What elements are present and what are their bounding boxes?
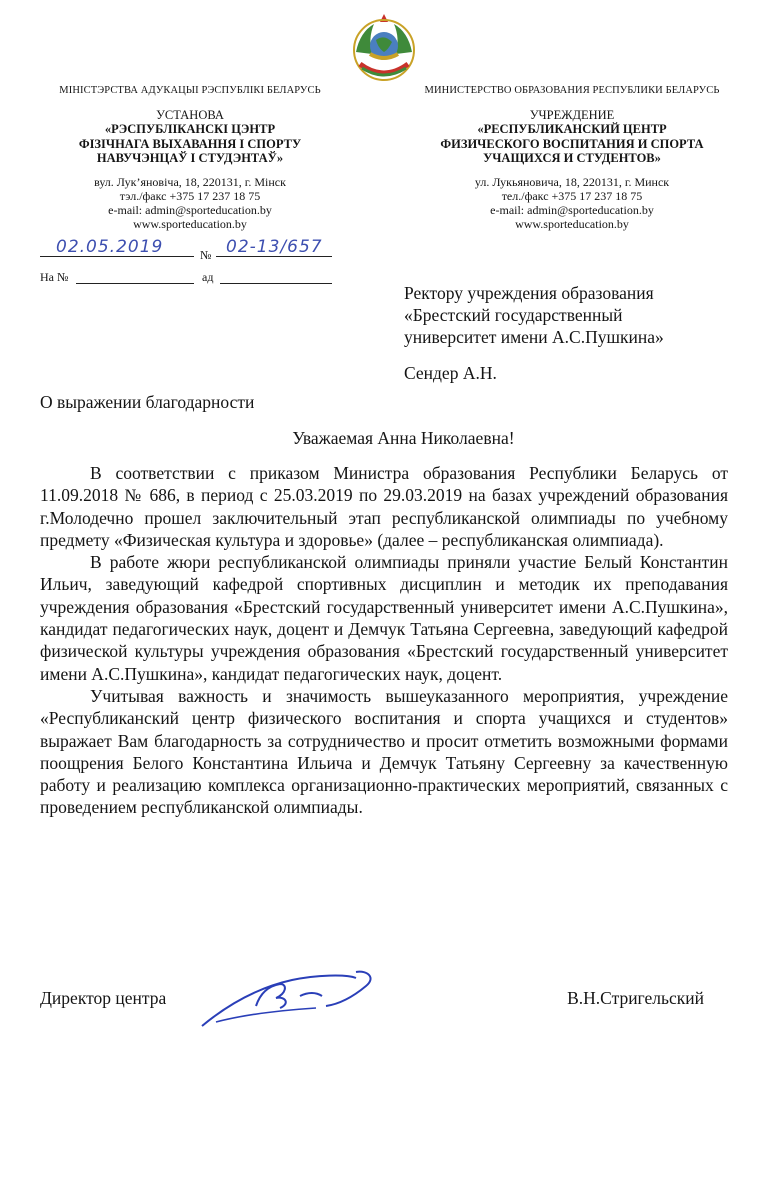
institution-type-ru: УЧРЕЖДЕНИЕ [529, 107, 615, 122]
institution-name-be-line2: ФІЗІЧНАГА ВЫХАВАННЯ І СПОРТУ [78, 136, 302, 151]
header-left-block [40, 84, 340, 231]
registration-date: 02.05.2019 [56, 237, 164, 257]
institution-type-be: УСТАНОВА [156, 107, 224, 122]
website-ru: www.sporteducation.by [515, 216, 629, 231]
recipient-line1: Ректору учреждения образования [404, 283, 654, 303]
signatory-title: Директор центра [40, 988, 167, 1008]
institution-name-be-line3: НАВУЧЭНЦАЎ І СТУДЭНТАЎ» [96, 151, 284, 165]
recipient-name: Сендер А.Н. [404, 363, 497, 383]
address-ru: ул. Лукьяновича, 18, 220131, г. Минск [474, 174, 670, 189]
institution-name-ru-line2: ФИЗИЧЕСКОГО ВОСПИТАНИЯ И СПОРТА [440, 136, 704, 151]
institution-name-ru-line1: «РЕСПУБЛИКАНСКИЙ ЦЕНТР [477, 122, 667, 136]
website-be: www.sporteducation.by [133, 216, 247, 231]
body-paragraph-3: Учитывая важность и значимость вышеуказанного мероприятия, учреждение «Республиканский центр физического воспитания и спорта учащихся и студентов» выражает Вам благодарность за сотрудничество и просит отметить возможными формами поощрения Белого Константина Ильича и Демчук Татьяну Сергеевну за качественную работу и реализацию комплекса организационно-практических мероприятий, связанных с проведением республиканской олимпиады. [40, 685, 728, 818]
reference-number-underline [76, 283, 194, 284]
header-right-block [412, 84, 732, 231]
registration-line [40, 236, 360, 266]
state-emblem-icon [346, 10, 422, 86]
reference-from-label: ад [202, 270, 214, 284]
institution-name-be-line1: «РЭСПУБЛІКАНСКІ ЦЭНТР [104, 122, 276, 136]
registration-number: 02-13/657 [226, 237, 323, 257]
address-be: вул. Лук’яновіча, 18, 220131, г. Мінск [94, 174, 286, 189]
letter-body [40, 462, 728, 819]
body-paragraph-2: В работе жюри республиканской олимпиады приняли участие Белый Константин Ильич, заведующий кафедрой спортивных дисциплин и методик их преподавания учреждения образования «Брестский государственный университет имени А.С.Пушкина», кандидат педагогических наук, доцент и Демчук Татьяна Сергеевна, заведующий кафедрой физической культуры учреждения образования «Брестский государственный университет имени А.С.Пушкина», кандидат педагогических наук, доцент. [40, 552, 728, 684]
phone-ru: тел./факс +375 17 237 18 75 [501, 188, 643, 203]
reference-date-underline [220, 283, 332, 284]
recipient-block [404, 282, 744, 384]
ministry-name-be: МІНІСТЭРСТВА АДУКАЦЫІ РЭСПУБЛІКІ БЕЛАРУСЬ [59, 85, 321, 96]
email-ru: e-mail: admin@sporteducation.by [490, 202, 654, 217]
institution-name-ru-line3: УЧАЩИХСЯ И СТУДЕНТОВ» [483, 151, 661, 165]
reference-number-label: На № [40, 270, 69, 284]
handwritten-signature [196, 966, 386, 1032]
phone-be: тэл./факс +375 17 237 18 75 [119, 188, 261, 203]
recipient-line2: «Брестский государственный [404, 305, 623, 325]
reference-line [40, 270, 340, 288]
letter-subject: О выражении благодарности [40, 392, 255, 412]
salutation: Уважаемая Анна Николаевна! [292, 428, 515, 448]
signatory-name: В.Н.Стригельский [567, 988, 704, 1008]
email-be: e-mail: admin@sporteducation.by [108, 202, 272, 217]
number-sign: № [200, 248, 212, 262]
body-paragraph-1: В соответствии с приказом Министра образования Республики Беларусь от 11.09.2018 № 686, в период с 25.03.2019 по 29.03.2019 на базах учреждений образования г.Молодечно прошел заключительный этап республиканской олимпиады по учебному предмету «Физическая культура и здоровье» (далее – республиканская олимпиада). [40, 463, 728, 550]
ministry-name-ru: МИНИСТЕРСТВО ОБРАЗОВАНИЯ РЕСПУБЛИКИ БЕЛАРУСЬ [424, 85, 720, 96]
recipient-line3: университет имени А.С.Пушкина» [404, 327, 664, 347]
